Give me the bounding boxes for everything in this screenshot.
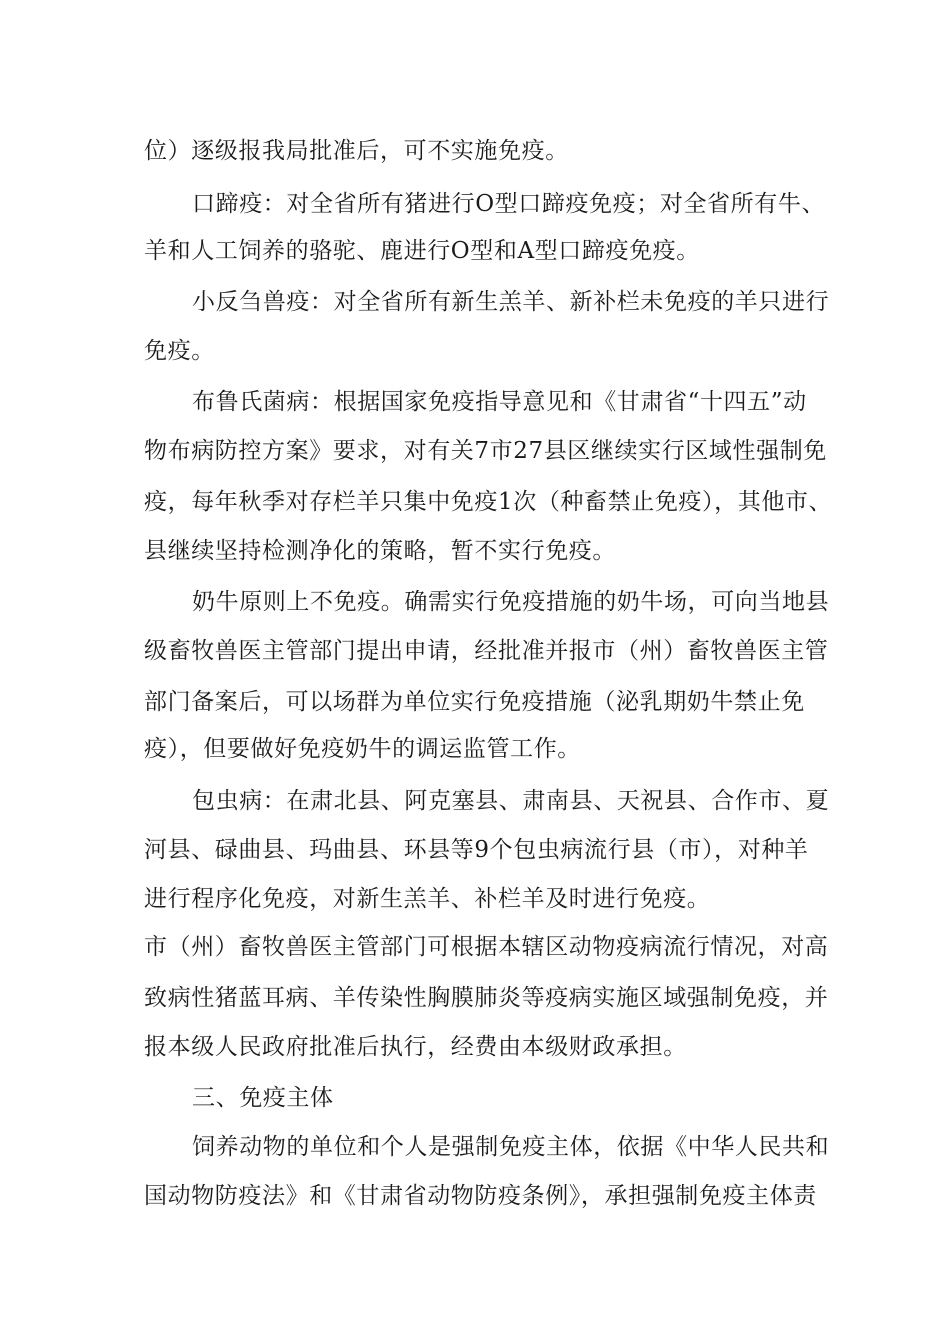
text-line: 市（州）畜牧兽医主管部门可根据本辖区动物疫病流行情况，对高 <box>144 934 829 960</box>
text-line: 物布病防控方案》要求，对有关7市27县区继续实行区域性强制免 <box>144 438 827 464</box>
section-heading: 三、免疫主体 <box>192 1085 334 1111</box>
text-line: 级畜牧兽医主管部门提出申请，经批准并报市（州）畜牧兽医主管 <box>144 638 829 664</box>
text-line: 部门备案后，可以场群为单位实行免疫措施（泌乳期奶牛禁止免 <box>144 689 805 715</box>
text-line: 免疫。 <box>144 338 215 364</box>
text-line: 疫，每年秋季对存栏羊只集中免疫1次（种畜禁止免疫），其他市、 <box>144 489 833 515</box>
text-line: 国动物防疫法》和《甘肃省动物防疫条例》，承担强制免疫主体责 <box>144 1183 817 1209</box>
text-line: 进行程序化免疫，对新生羔羊、补栏羊及时进行免疫。 <box>144 886 711 912</box>
text-line: 河县、碌曲县、玛曲县、环县等9个包虫病流行县（市），对种羊 <box>144 837 809 863</box>
text-line: 布鲁氏菌病：根据国家免疫指导意见和《甘肃省“十四五”动 <box>192 389 807 415</box>
text-line: 报本级人民政府批准后执行，经费由本级财政承担。 <box>144 1034 687 1060</box>
text-line: 羊和人工饲养的骆驼、鹿进行O型和A型口蹄疫免疫。 <box>144 238 700 264</box>
text-line: 饲养动物的单位和个人是强制免疫主体，依据《中华人民共和 <box>192 1134 830 1160</box>
text-line: 口蹄疫：对全省所有猪进行O型口蹄疫免疫；对全省所有牛、 <box>192 191 826 217</box>
text-line: 奶牛原则上不免疫。确需实行免疫措施的奶牛场，可向当地县 <box>192 589 830 615</box>
text-line: 小反刍兽疫：对全省所有新生羔羊、新补栏未免疫的羊只进行 <box>192 289 830 315</box>
text-line: 县继续坚持检测净化的策略，暂不实行免疫。 <box>144 538 616 564</box>
text-line: 包虫病：在肃北县、阿克塞县、肃南县、天祝县、合作市、夏 <box>192 788 830 814</box>
text-line: 疫），但要做好免疫奶牛的调运监管工作。 <box>144 736 581 762</box>
text-line: 致病性猪蓝耳病、羊传染性胸膜肺炎等疫病实施区域强制免疫，并 <box>144 985 829 1011</box>
text-line: 位）逐级报我局批准后，可不实施免疫。 <box>144 138 569 164</box>
